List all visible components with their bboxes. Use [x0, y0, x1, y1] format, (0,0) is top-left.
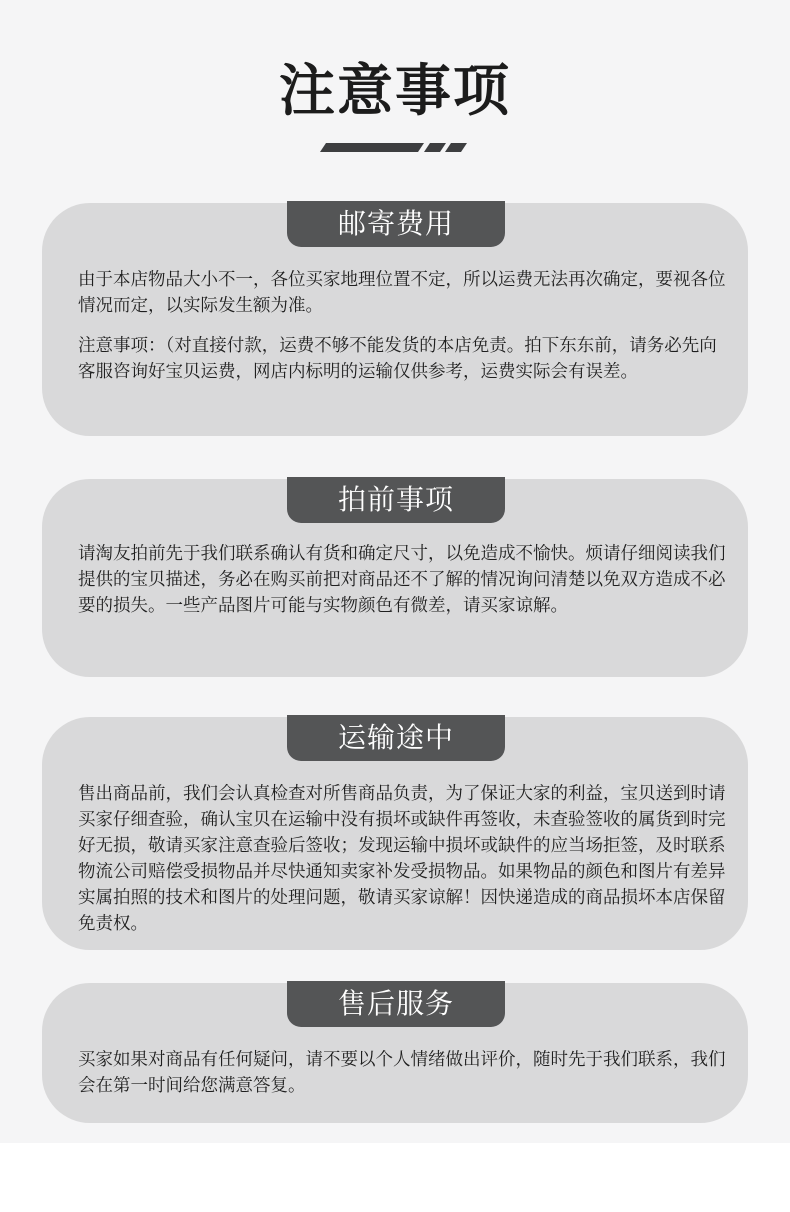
- section-paragraph: 注意事项：（对直接付款，运费不够不能发货的本店免责。拍下东东前，请务必先向客服咨询好宝贝运费，网店内标明的运输仅供参考，运费实际会有误差。: [78, 336, 717, 382]
- section-card-after-sales: [42, 983, 748, 1123]
- title-underline-decoration: [320, 143, 470, 155]
- section-body: [78, 541, 730, 619]
- section-body: [78, 1047, 730, 1099]
- section-heading: 运输途中: [287, 715, 505, 761]
- section-body: [78, 267, 730, 385]
- section-paragraph: 售出商品前，我们会认真检查对所售商品负责，为了保证大家的利益，宝贝送到时请买家仔细查验，确认宝贝在运输中没有损坏或缺件再签收，未查验签收的属货到时完好无损，敬请买家注意查验后签收；发现运输中损坏或缺件的应当场拒签，及时联系物流公司赔偿受损物品并尽快通知卖家补发受损物品。如果物品的颜色和图片有差异实属拍照的技术和图片的处理问题，敬请买家谅解！因快递造成的商品损坏本店保留免责权。: [78, 784, 726, 934]
- section-heading: 售后服务: [287, 981, 505, 1027]
- section-card-before-purchase: [42, 479, 748, 677]
- section-body: [78, 781, 730, 937]
- section-heading: 邮寄费用: [287, 201, 505, 247]
- section-paragraph: 买家如果对商品有任何疑问，请不要以个人情绪做出评价，随时先于我们联系，我们会在第一时间给您满意答复。: [78, 1050, 726, 1096]
- section-paragraph: 由于本店物品大小不一，各位买家地理位置不定，所以运费无法再次确定，要视各位情况而定，以实际发生额为准。: [78, 270, 726, 316]
- page-title: 注意事项: [279, 59, 511, 124]
- section-paragraph: 请淘友拍前先于我们联系确认有货和确定尺寸，以免造成不愉快。烦请仔细阅读我们提供的宝贝描述，务必在购买前把对商品还不了解的情况询问清楚以免双方造成不必要的损失。一些产品图片可能与实物颜色有微差，请买家谅解。: [78, 544, 726, 616]
- section-card-in-transit: [42, 717, 748, 950]
- section-heading: 拍前事项: [287, 477, 505, 523]
- section-card-shipping-fee: [42, 203, 748, 436]
